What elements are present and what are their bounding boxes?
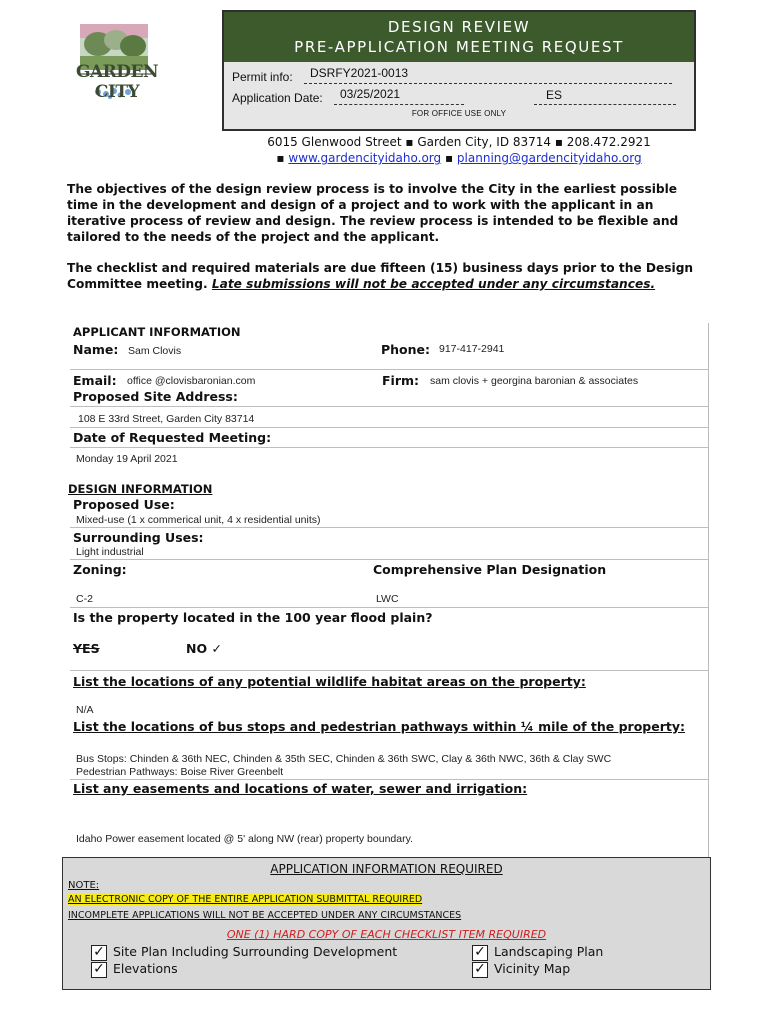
bullet-icon: ▪ (276, 151, 285, 165)
email-label: Email: (73, 373, 117, 388)
site-plan-label: Site Plan Including Surrounding Development (113, 944, 398, 959)
landscaping-checkbox[interactable]: ✓ (472, 945, 488, 961)
divider (70, 559, 708, 560)
firm-label: Firm: (382, 373, 420, 388)
comp-plan-label: Comprehensive Plan Designation (373, 562, 607, 577)
requirements-title: APPLICATION INFORMATION REQUIRED (270, 862, 503, 876)
website-link[interactable]: www.gardencityidaho.org (288, 151, 442, 165)
wildlife-label: List the locations of any potential wildlife habitat areas on the property: (73, 674, 586, 689)
objectives-paragraph: The objectives of the design review process is to involve the City in the earliest possible time in the development and design of a project and to work with the applicant in an iterative process of review and design. The review process is intended to be flexible and tailored to the needs of the project and the applicant. (67, 182, 679, 244)
comp-plan-value[interactable]: LWC (376, 593, 399, 605)
wildlife-value[interactable]: N/A (76, 704, 94, 716)
applicant-section-title: APPLICANT INFORMATION (73, 325, 241, 339)
bus-stops-value[interactable]: Bus Stops: Chinden & 36th NEC, Chinden & 35th SEC, Chinden & 36th SWC, Clay & 36th NWC, 36th & Clay SWC (76, 753, 612, 765)
divider (70, 406, 708, 407)
office-use-label: FOR OFFICE USE ONLY (411, 109, 507, 118)
landscaping-label: Landscaping Plan (494, 944, 604, 959)
firm-value[interactable]: sam clovis + georgina baronian & associates (430, 375, 639, 387)
site-address-label: Proposed Site Address: (73, 389, 238, 404)
contact-block (222, 134, 696, 166)
permit-value[interactable]: DSRFY2021-0013 (310, 66, 409, 80)
permit-underline (304, 83, 672, 84)
late-submission-note: Late submissions will not be accepted under any circumstances. (211, 277, 656, 291)
title-bar (224, 12, 694, 62)
divider (70, 527, 708, 528)
zoning-value[interactable]: C-2 (76, 593, 93, 605)
flood-no-option[interactable]: NO ✓ (186, 641, 222, 656)
garden-city-logo (58, 22, 176, 100)
surrounding-uses-value[interactable]: Light industrial (76, 546, 144, 558)
email-link[interactable]: planning@gardencityidaho.org (456, 151, 642, 165)
permit-label: Permit info: (232, 70, 293, 84)
easements-label: List any easements and locations of water, sewer and irrigation: (73, 781, 528, 796)
header-box (222, 10, 696, 131)
proposed-use-value[interactable]: Mixed-use (1 x commerical unit, 4 x residential units) (76, 514, 321, 526)
bullet-icon: ▪ (444, 151, 454, 165)
pathways-value[interactable]: Pedestrian Pathways: Boise River Greenbelt (76, 766, 284, 778)
divider (70, 427, 708, 428)
name-value[interactable]: Sam Clovis (128, 345, 182, 357)
divider (70, 670, 708, 671)
flood-yes-option[interactable]: YES (73, 641, 100, 656)
elevations-checkbox[interactable]: ✓ (91, 962, 107, 978)
initials-underline (534, 104, 676, 105)
logo-text: GARDEN CITY (75, 62, 159, 102)
address-line: 6015 Glenwood Street ▪ Garden City, ID 83714 ▪ 208.472.2921 (267, 135, 651, 149)
permit-row (232, 70, 293, 84)
proposed-use-label: Proposed Use: (73, 497, 175, 512)
vicinity-map-checkbox[interactable]: ✓ (472, 962, 488, 978)
note-label: NOTE: (68, 880, 100, 891)
application-date-row (232, 91, 323, 105)
phone-label: Phone: (381, 342, 431, 357)
contact-links (222, 150, 696, 166)
design-section-title: DESIGN INFORMATION (68, 482, 213, 496)
site-address-value[interactable]: 108 E 33rd Street, Garden City 83714 (78, 413, 255, 425)
application-date-value[interactable]: 03/25/2021 (340, 87, 401, 101)
surrounding-uses-label: Surrounding Uses: (73, 530, 204, 545)
site-plan-checkbox[interactable]: ✓ (91, 945, 107, 961)
bus-stops-label: List the locations of bus stops and pedestrian pathways within ¼ mile of the property: (73, 719, 686, 734)
title-line-2: PRE-APPLICATION MEETING REQUEST (294, 38, 624, 56)
easements-value[interactable]: Idaho Power easement located @ 5' along NW (rear) property boundary. (76, 833, 413, 845)
name-label: Name: (73, 342, 119, 357)
requirements-box (62, 857, 711, 990)
meeting-date-label: Date of Requested Meeting: (73, 430, 272, 445)
meeting-date-value[interactable]: Monday 19 April 2021 (76, 453, 178, 465)
divider (70, 447, 708, 448)
application-date-label: Application Date: (232, 91, 323, 105)
incomplete-note: INCOMPLETE APPLICATIONS WILL NOT BE ACCEPTED UNDER ANY CIRCUMSTANCES (68, 910, 462, 921)
date-underline (334, 104, 464, 105)
checklist-paragraph (67, 260, 707, 292)
phone-value[interactable]: 917-417-2941 (439, 343, 505, 355)
divider (70, 607, 708, 608)
electronic-copy-note (68, 894, 422, 905)
vicinity-map-label: Vicinity Map (494, 961, 571, 976)
title-line-1: DESIGN REVIEW (387, 18, 531, 36)
hard-copy-note: ONE (1) HARD COPY OF EACH CHECKLIST ITEM REQUIRED (226, 928, 547, 941)
divider (70, 369, 708, 370)
zoning-label: Zoning: (73, 562, 127, 577)
checklist-text: The checklist and required materials are due fifteen (15) business days prior to the Design Committee meeting. (67, 261, 694, 291)
flood-plain-label: Is the property located in the 100 year flood plain? (73, 610, 433, 625)
initials-value[interactable]: ES (546, 88, 563, 102)
divider (70, 779, 708, 780)
email-value[interactable]: office @clovisbaronian.com (127, 375, 256, 387)
electronic-copy-text: AN ELECTRONIC COPY OF THE ENTIRE APPLICATION SUBMITTAL REQUIRED (68, 894, 423, 905)
elevations-label: Elevations (113, 961, 178, 976)
